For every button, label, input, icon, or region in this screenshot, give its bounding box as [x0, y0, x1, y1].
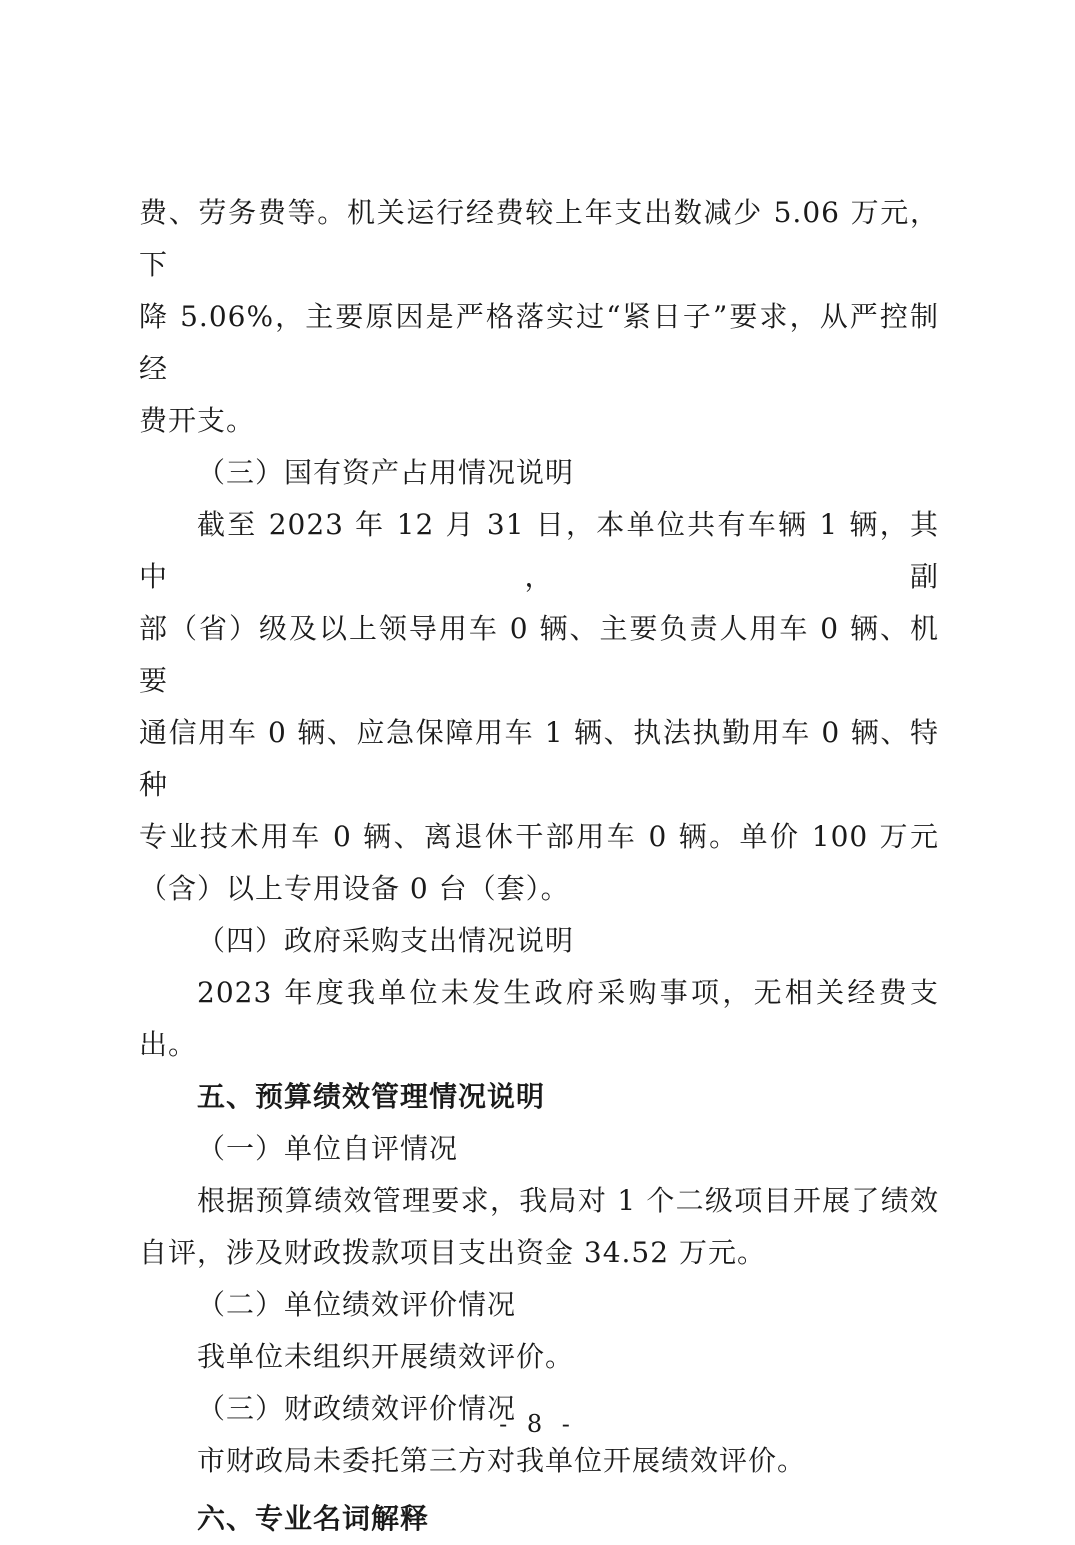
paragraph-line: 2023 年度我单位未发生政府采购事项，无相关经费支出。 [139, 976, 939, 1061]
paragraph-line: 根据预算绩效管理要求，我局对 1 个二级项目开展了绩效 [197, 1184, 939, 1217]
document-body [139, 187, 939, 1545]
paragraph-line: 截至 2023 年 12 月 31 日，本单位共有车辆 1 辆，其中，副 [139, 508, 939, 593]
paragraph-line: 通信用车 0 辆、应急保障用车 1 辆、执法执勤用车 0 辆、特种 [139, 716, 939, 801]
paragraph-line: 部（省）级及以上领导用车 0 辆、主要负责人用车 0 辆、机要 [139, 612, 939, 697]
subheading-assets: （三）国有资产占用情况说明 [197, 456, 575, 489]
page-number: - 8 - [499, 1410, 576, 1438]
subheading-procurement: （四）政府采购支出情况说明 [197, 924, 575, 957]
section-heading-six: 六、专业名词解释 [197, 1502, 430, 1535]
paragraph-line: 自评，涉及财政拨款项目支出资金 34.52 万元。 [139, 1236, 766, 1269]
paragraph-line: 降 5.06%，主要原因是严格落实过“紧日子”要求，从严控制经 [139, 300, 939, 385]
paragraph-line: 市财政局未委托第三方对我单位开展绩效评价。 [197, 1444, 807, 1477]
section-heading-five: 五、预算绩效管理情况说明 [197, 1080, 546, 1113]
paragraph-line: 我单位未组织开展绩效评价。 [197, 1340, 575, 1373]
paragraph-line: 费开支。 [139, 404, 256, 437]
subheading-finance-eval: （三）财政绩效评价情况 [197, 1392, 517, 1425]
subheading-unit-eval: （二）单位绩效评价情况 [197, 1288, 517, 1321]
paragraph-line: 专业技术用车 0 辆、离退休干部用车 0 辆。单价 100 万元 [139, 820, 939, 853]
subheading-self-eval: （一）单位自评情况 [197, 1132, 459, 1165]
paragraph-line: （含）以上专用设备 0 台（套）。 [139, 872, 570, 905]
paragraph-line: 费、劳务费等。机关运行经费较上年支出数减少 5.06 万元，下 [139, 196, 939, 281]
